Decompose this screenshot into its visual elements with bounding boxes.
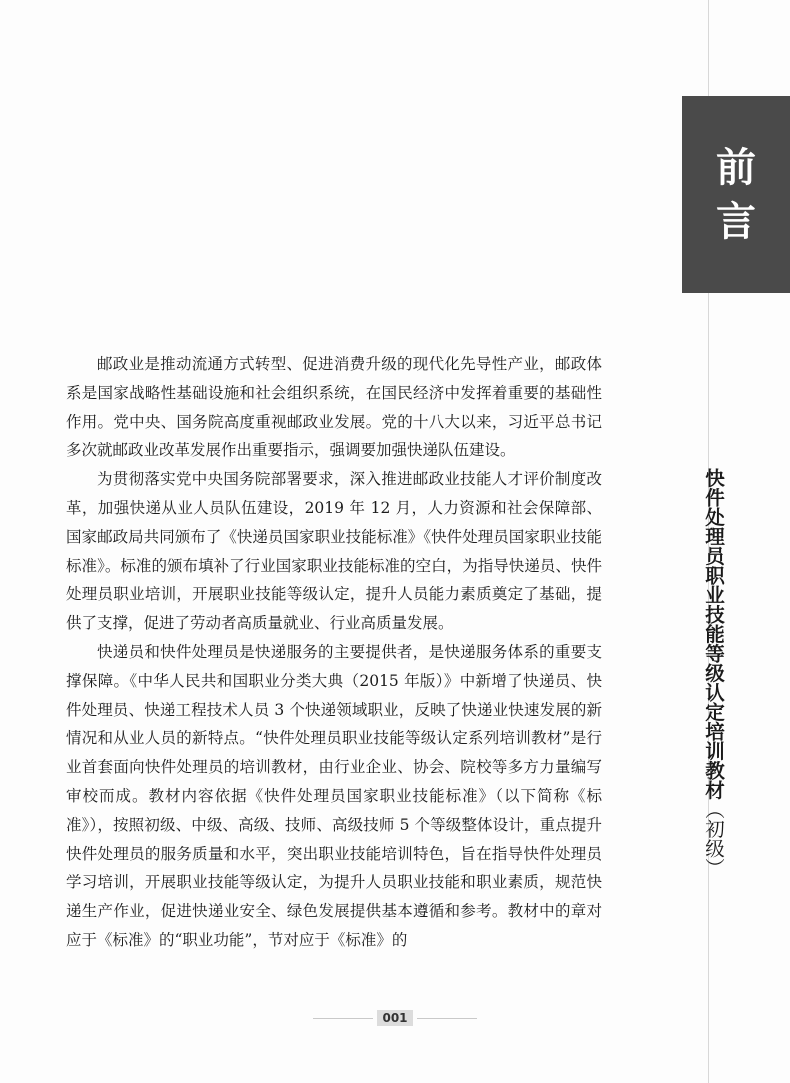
page-number: 001 (377, 1010, 412, 1026)
chapter-title-char-1: 前 (716, 144, 756, 191)
series-title-text: 快件处理员职业技能等级认定培训教材 (702, 468, 725, 800)
page-footer (0, 1010, 790, 1026)
series-level-text: （初级） (702, 799, 725, 878)
paragraph-3: 快递员和快件处理员是快递服务的主要提供者，是快递服务体系的重要支撑保障。《中华人民共和国职业分类大典（2015 年版）》中新增了快递员、快件处理员、快递工程技术人员 3 个快递领域职业，反映了快递业快速发展的新情况和从业人员的新特点。“快件处理员职业技能等级认定系列培训教材”是行业首套面向快件处理员的培训教材，由行业企业、协会、院校等多方力量编写审校而成。教材内容依据《快件处理员国家职业技能标准》（以下简称《标准》），按照初级、中级、高级、技师、高级技师 5 个等级整体设计，重点提升快件处理员的服务质量和水平，突出职业技能培训特色，旨在指导快件处理员学习培训，开展职业技能等级认定，为提升人员职业技能和职业素质，规范快递生产作业，促进快递业安全、绿色发展提供基本遵循和参考。教材中的章对应于《标准》的“职业功能”，节对应于《标准》的 (66, 642, 602, 949)
footer-line-right (417, 1018, 477, 1019)
paragraph-2: 为贯彻落实党中央国务院部署要求，深入推进邮政业技能人才评价制度改革，加强快递从业人员队伍建设，2019 年 12 月，人力资源和社会保障部、国家邮政局共同颁布了《快递员国家职业技能标准》《快件处理员国家职业技能标准》。标准的颁布填补了行业国家职业技能标准的空白，为指导快递员、快件处理员职业培训，开展职业技能等级认定，提升人员能力素质奠定了基础，提供了支撑，促进了劳动者高质量就业、行业高质量发展。 (66, 470, 602, 633)
paragraph-1: 邮政业是推动流通方式转型、促进消费升级的现代化先导性产业，邮政体系是国家战略性基础设施和社会组织系统，在国民经济中发挥着重要的基础性作用。党中央、国务院高度重视邮政业发展。党的十八大以来，习近平总书记多次就邮政业改革发展作出重要指示，强调要加强快递队伍建设。 (66, 355, 602, 460)
footer-line-left (313, 1018, 373, 1019)
chapter-title-char-2: 言 (716, 198, 756, 245)
chapter-title-block (682, 96, 790, 293)
series-title-vertical (696, 468, 730, 878)
preface-body (66, 350, 602, 955)
